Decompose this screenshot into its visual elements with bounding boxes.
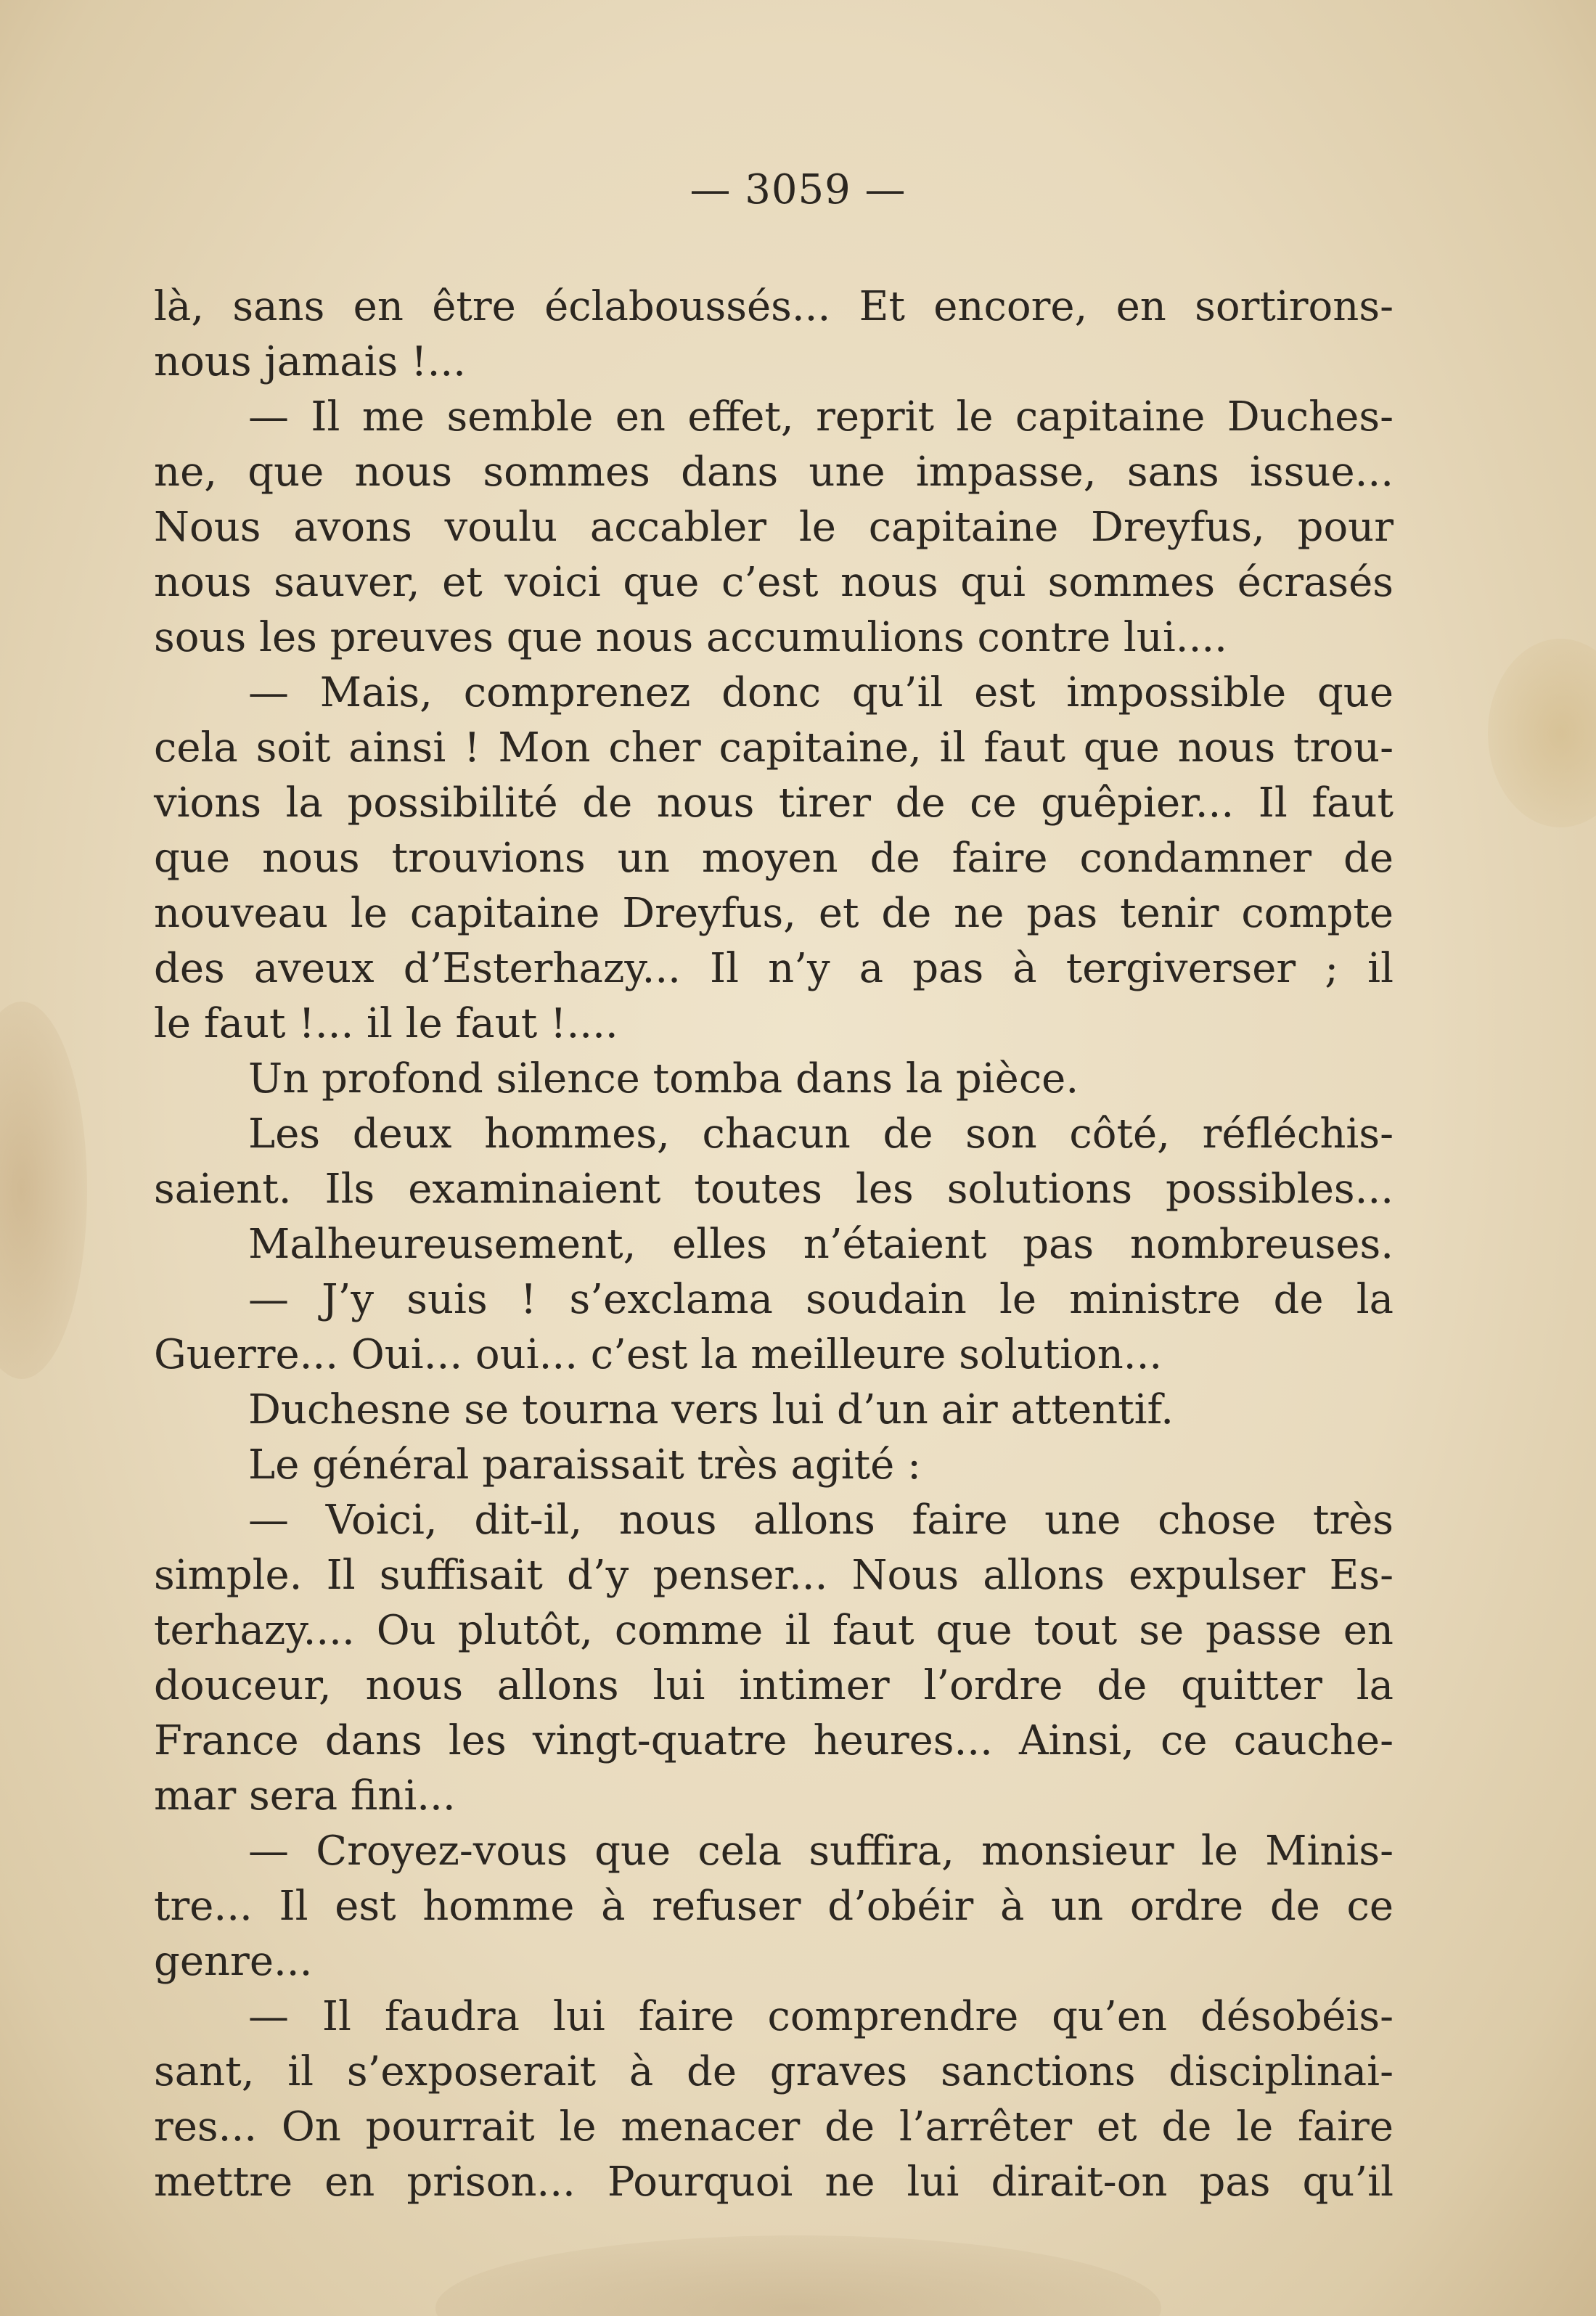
text-line: nous jamais !... (154, 338, 466, 385)
text-line: là, sans en être éclaboussés... Et encore, en sortirons- (154, 283, 1394, 330)
paper-stain-right (1488, 639, 1596, 827)
text-line: sant, il s’exposerait à de graves sanctions disciplinai- (154, 2048, 1394, 2095)
text-line: Les deux hommes, chacun de son côté, réfléchis- (248, 1110, 1394, 1158)
text-line: Nous avons voulu accabler le capitaine Dreyfus, pour (154, 504, 1394, 551)
text-line: — Voici, dit-il, nous allons faire une chose très (248, 1497, 1394, 1544)
text-line: Malheureusement, elles n’étaient pas nombreuses. (248, 1221, 1394, 1268)
text-line: saient. Ils examinaient toutes les solutions possibles... (154, 1166, 1394, 1213)
text-line: — J’y suis ! s’exclama soudain le ministre de la (248, 1276, 1394, 1323)
text-line: mar sera fini... (154, 1772, 456, 1820)
page-text (154, 279, 1394, 2210)
text-line: cela soit ainsi ! Mon cher capitaine, il faut que nous trou- (154, 724, 1394, 772)
text-line: mettre en prison... Pourquoi ne lui dirait-on pas qu’il (154, 2159, 1394, 2206)
text-line: Un profond silence tomba dans la pièce. (248, 1055, 1079, 1102)
text-line: Guerre... Oui... oui... c’est la meilleure solution... (154, 1331, 1163, 1378)
text-line: France dans les vingt-quatre heures... Ainsi, ce cauche- (154, 1717, 1394, 1764)
text-line: douceur, nous allons lui intimer l’ordre de quitter la (154, 1662, 1394, 1709)
text-line: nouveau le capitaine Dreyfus, et de ne pas tenir compte (154, 890, 1394, 937)
text-line: — Il me semble en effet, reprit le capitaine Duches- (248, 393, 1394, 441)
text-line: ne, que nous sommes dans une impasse, sans issue... (154, 449, 1394, 496)
text-line: terhazy.... Ou plutôt, comme il faut que tout se passe en (154, 1607, 1394, 1654)
text-line: Le général paraissait très agité : (248, 1441, 921, 1489)
text-line: res... On pourrait le menacer de l’arrêter et de le faire (154, 2103, 1394, 2151)
text-line: des aveux d’Esterhazy... Il n’y a pas à tergiverser ; il (154, 945, 1394, 992)
text-line: que nous trouvions un moyen de faire condamner de (154, 835, 1394, 882)
page-number: — 3059 — (689, 166, 907, 213)
text-line: nous sauver, et voici que c’est nous qui sommes écrasés (154, 559, 1394, 606)
text-line: — Mais, comprenez donc qu’il est impossible que (248, 669, 1394, 716)
text-line: Duchesne se tourna vers lui d’un air attentif. (248, 1386, 1174, 1433)
text-line: le faut !... il le faut !.... (154, 1000, 618, 1047)
text-line: simple. Il suffisait d’y penser... Nous allons expulser Es- (154, 1552, 1394, 1599)
text-line: — Il faudra lui faire comprendre qu’en désobéis- (248, 1993, 1394, 2040)
text-line: tre... Il est homme à refuser d’obéir à un ordre de ce (154, 1883, 1394, 1930)
text-line: — Croyez-vous que cela suffira, monsieur le Minis- (248, 1828, 1394, 1875)
text-line: genre... (154, 1938, 313, 1985)
text-line: vions la possibilité de nous tirer de ce guêpier... Il faut (154, 779, 1394, 827)
paper-stain-left (0, 1002, 87, 1379)
text-line: sous les preuves que nous accumulions contre lui.... (154, 614, 1227, 661)
paper-stain-bottom (435, 2235, 1161, 2316)
